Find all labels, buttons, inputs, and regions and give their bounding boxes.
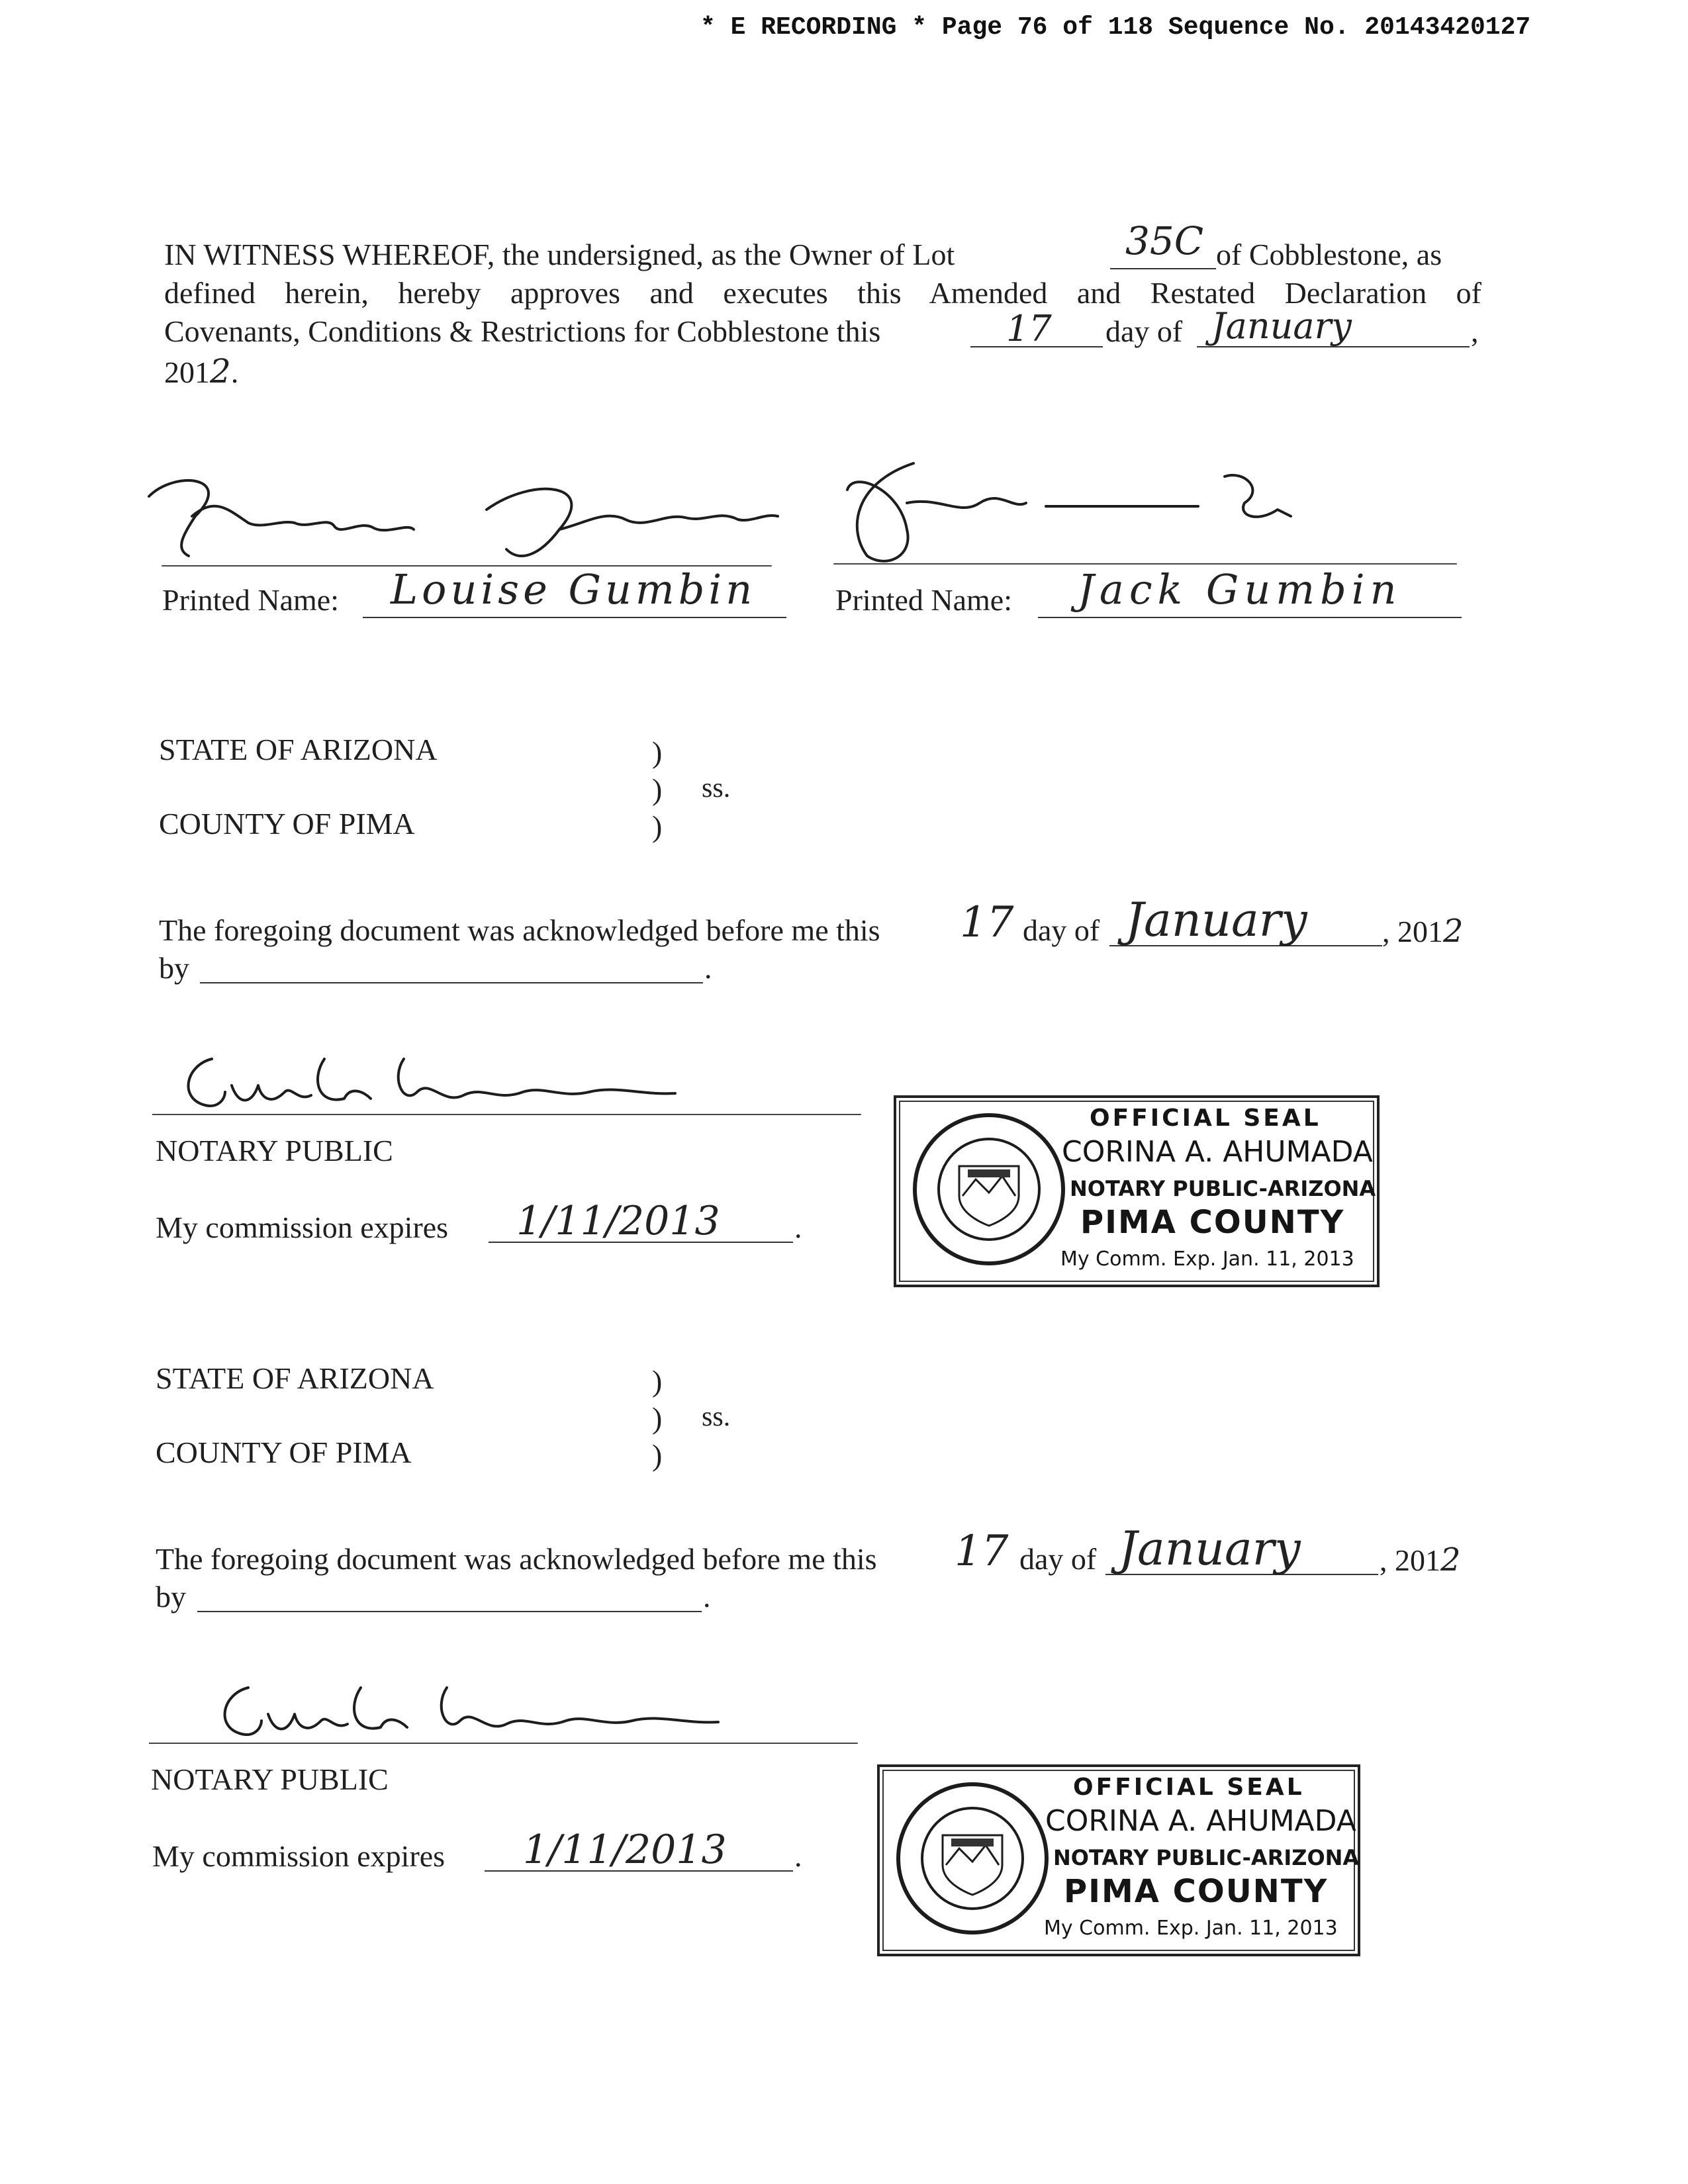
ack2-paren-1: ) bbox=[652, 1364, 663, 1398]
witness-year: 2012. bbox=[164, 352, 239, 390]
ack1-commission-date: 1/11/2013 bbox=[516, 1198, 720, 1244]
printed-name-label-1: Printed Name: bbox=[162, 583, 339, 617]
ack1-day: 17 bbox=[960, 898, 1014, 947]
witness-day-of: day of bbox=[1105, 314, 1183, 348]
printed-name-label-2: Printed Name: bbox=[835, 583, 1012, 617]
seal-county: PIMA COUNTY bbox=[1080, 1204, 1345, 1241]
ack1-by-line bbox=[200, 982, 703, 983]
witness-line-3: Covenants, Conditions & Restrictions for Cobblestone this bbox=[164, 314, 881, 348]
seal-title: OFFICIAL SEAL bbox=[1090, 1105, 1321, 1132]
seal-role: NOTARY PUBLIC-ARIZONA bbox=[1070, 1176, 1376, 1201]
witness-month-handwritten: January bbox=[1211, 305, 1352, 347]
ack2-notary-label: NOTARY PUBLIC bbox=[151, 1762, 389, 1796]
seal-name: CORINA A. AHUMADA bbox=[1045, 1804, 1356, 1838]
ack1-text: The foregoing document was acknowledged before me this bbox=[159, 913, 880, 947]
seal-county: PIMA COUNTY bbox=[1064, 1873, 1329, 1910]
ack2-commission-date: 1/11/2013 bbox=[523, 1827, 727, 1873]
ack2-month: January bbox=[1119, 1522, 1301, 1576]
ack1-paren-1: ) bbox=[652, 735, 663, 769]
ack2-day: 17 bbox=[955, 1527, 1009, 1576]
arizona-seal-icon bbox=[910, 1110, 1068, 1269]
ack2-year: , 2012 bbox=[1380, 1541, 1461, 1578]
witness-line-1: IN WITNESS WHEREOF, the undersigned, as the Owner of Lot bbox=[164, 238, 955, 271]
ack1-paren-3: ) bbox=[652, 809, 663, 843]
owner2-printed-name: Jack Gumbin bbox=[1078, 565, 1402, 614]
ack1-county: COUNTY OF PIMA bbox=[159, 807, 415, 841]
seal-role: NOTARY PUBLIC-ARIZONA bbox=[1053, 1845, 1360, 1870]
ack2-official-seal bbox=[877, 1764, 1360, 1956]
ack2-notary-signature bbox=[149, 1674, 864, 1747]
ack1-official-seal bbox=[894, 1095, 1380, 1287]
ack2-by-line bbox=[197, 1611, 702, 1612]
ack2-county: COUNTY OF PIMA bbox=[156, 1435, 412, 1469]
ack1-commission-label: My commission expires bbox=[156, 1210, 449, 1244]
owner1-printed-name: Louise Gumbin bbox=[391, 565, 757, 614]
ack1-day-of: day of bbox=[1023, 913, 1100, 947]
witness-line-2: defined herein, hereby approves and executes this Amended and Restated Declaration of bbox=[164, 276, 1481, 310]
owner2-signature bbox=[827, 450, 1463, 576]
seal-name: CORINA A. AHUMADA bbox=[1062, 1135, 1373, 1169]
ack1-paren-2: ) bbox=[652, 772, 663, 806]
ack2-state: STATE OF ARIZONA bbox=[156, 1361, 434, 1395]
seal-expiry: My Comm. Exp. Jan. 11, 2013 bbox=[1060, 1248, 1354, 1271]
ack1-year: , 2012 bbox=[1382, 913, 1464, 950]
recording-header: * E RECORDING * Page 76 of 118 Sequence No. 20143420127 bbox=[700, 13, 1531, 42]
printed-name-line-2 bbox=[1038, 617, 1462, 618]
witness-line-1-end: of Cobblestone, as bbox=[1216, 238, 1442, 271]
witness-day-handwritten: 17 bbox=[1006, 308, 1052, 349]
printed-name-line-1 bbox=[363, 617, 786, 618]
ack1-notary-signature bbox=[152, 1046, 867, 1118]
ack1-month: January bbox=[1125, 893, 1307, 947]
ack1-notary-label: NOTARY PUBLIC bbox=[156, 1134, 393, 1167]
ack2-day-of: day of bbox=[1019, 1542, 1097, 1576]
seal-title: OFFICIAL SEAL bbox=[1073, 1774, 1305, 1801]
ack2-ss: ss. bbox=[702, 1402, 731, 1432]
ack2-paren-2: ) bbox=[652, 1401, 663, 1435]
arizona-seal-icon bbox=[893, 1779, 1052, 1938]
ack2-by: by bbox=[156, 1580, 186, 1614]
ack1-state: STATE OF ARIZONA bbox=[159, 733, 438, 766]
lot-underline bbox=[1110, 268, 1216, 269]
ack1-ss: ss. bbox=[702, 773, 731, 803]
owner1-signature bbox=[136, 457, 784, 576]
ack1-by: by bbox=[159, 951, 189, 985]
lot-number-handwritten: 35C bbox=[1125, 218, 1204, 263]
ack2-commission-label: My commission expires bbox=[152, 1839, 445, 1873]
ack2-paren-3: ) bbox=[652, 1438, 663, 1472]
seal-expiry: My Comm. Exp. Jan. 11, 2013 bbox=[1044, 1917, 1338, 1940]
ack2-text: The foregoing document was acknowledged before me this bbox=[156, 1542, 877, 1576]
year-digit-handwritten: 2 bbox=[210, 352, 231, 390]
